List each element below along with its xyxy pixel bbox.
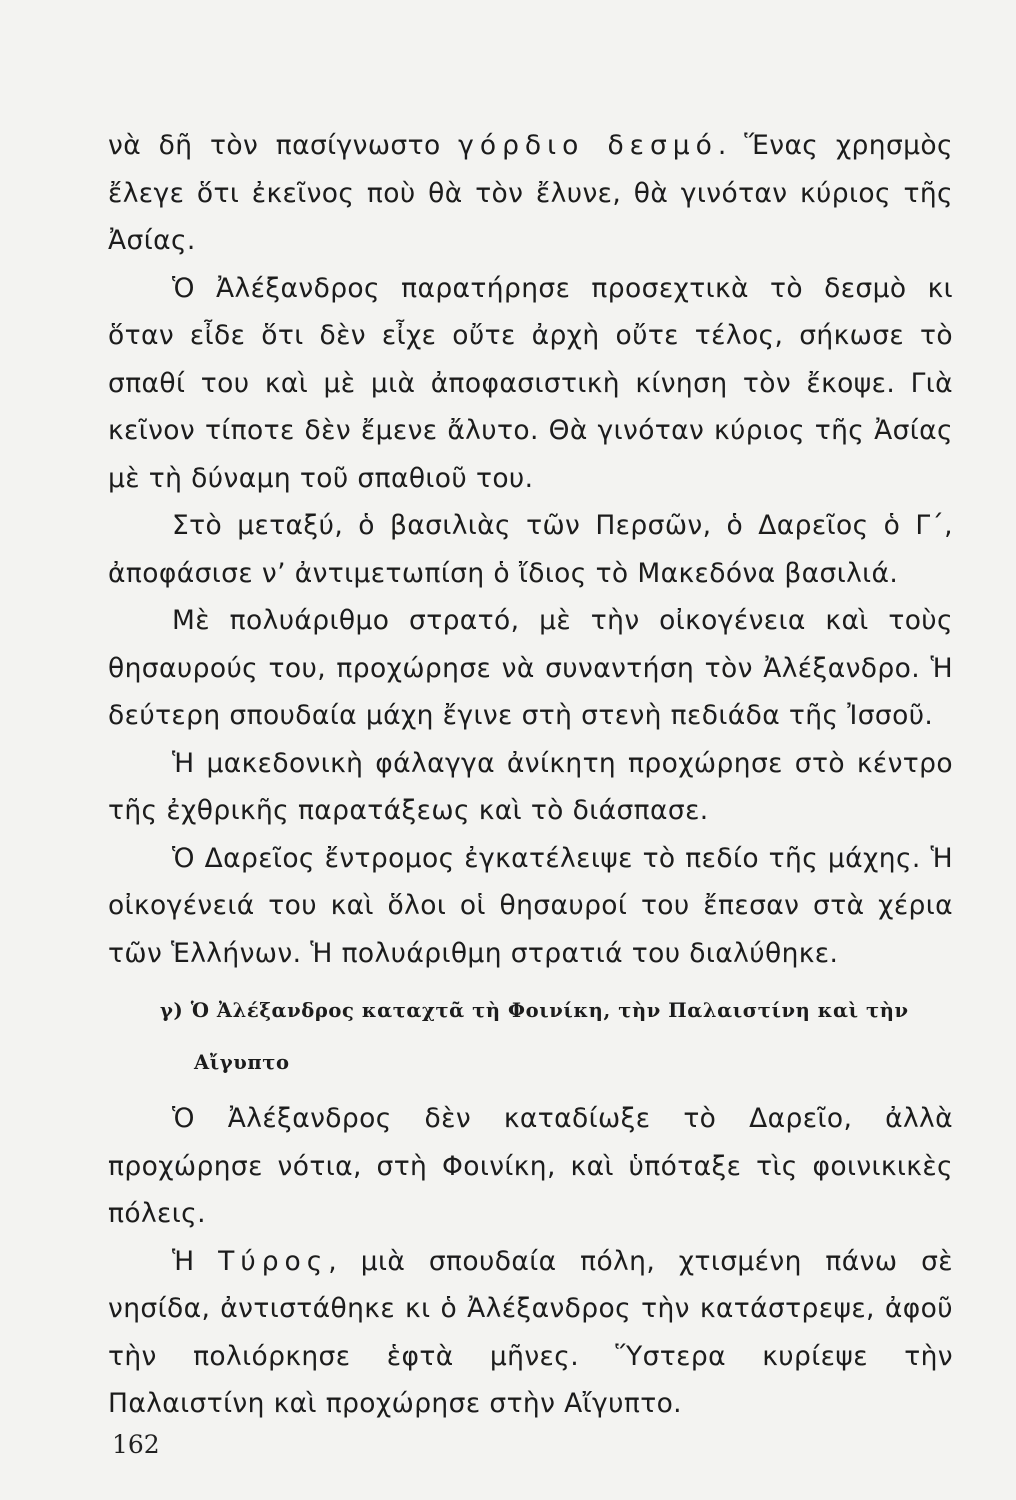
page-number: 162 bbox=[112, 1430, 160, 1459]
body-text bbox=[108, 122, 953, 1428]
section-heading bbox=[160, 985, 953, 1089]
paragraph: Ὁ Δαρεῖος ἔντρομος ἐγκατέλειψε τὸ πεδίο τῆς μάχης. Ἡ οἰκογένειά του καὶ ὅλοι οἱ θησαυροί του ἔπεσαν στὰ χέρια τῶν Ἑλλήνων. Ἡ πολυάριθμη στρατιά του διαλύθηκε. bbox=[108, 842, 953, 969]
paragraph-text: νὰ δῆ τὸν πασίγνωστο bbox=[108, 130, 459, 161]
paragraph-text: . Ἕνας χρησμὸς ἔλεγε ὅτι ἐκεῖνος ποὺ θὰ τὸν ἔλυνε, θὰ γινόταν κύριος τῆς Ἀσίας. bbox=[108, 130, 953, 256]
paragraph-text: Ἡ bbox=[172, 1245, 219, 1277]
paragraph: Στὸ μεταξύ, ὁ βασιλιὰς τῶν Περσῶν, ὁ Δαρεῖος ὁ Γ΄, ἀποφάσισε ν’ ἀντιμετωπίση ὁ ἴδιος τὸ Μακεδόνα βασιλιά. bbox=[108, 510, 953, 589]
paragraph: Ὁ Ἀλέξανδρος παρατήρησε προσεχτικὰ τὸ δεσμὸ κι ὅταν εἶδε ὅτι δὲν εἶχε οὔτε ἀρχὴ οὔτε τέλος, σήκωσε τὸ σπαθί του καὶ μὲ μιὰ ἀποφασιστικὴ κίνηση τὸν ἔκοψε. Γιὰ κεῖνον τίποτε δὲν ἔμενε ἄλυτο. Θὰ γινόταν κύριος τῆς Ἀσίας μὲ τὴ δύναμη τοῦ σπαθιοῦ του. bbox=[108, 272, 953, 494]
paragraph bbox=[108, 122, 953, 265]
paragraph-text: , μιὰ σπουδαία πόλη, χτισμένη πάνω σὲ νησίδα, ἀντιστάθηκε κι ὁ Ἀλέξανδρος τὴν κατάστρεψε, ἀφοῦ τὴν πολιόρκησε ἑφτὰ μῆνες. Ὕστερα κυρίεψε τὴν Παλαιστίνη καὶ προχώρησε στὴν Αἴγυπτο. bbox=[108, 1245, 953, 1419]
emphasized-term: Τύρος bbox=[218, 1245, 329, 1277]
emphasized-term: γόρδιο δεσμό bbox=[458, 130, 718, 161]
paragraph: Μὲ πολυάριθμο στρατό, μὲ τὴν οἰκογένεια καὶ τοὺς θησαυρούς του, προχώρησε νὰ συναντήση τὸν Ἀλέξανδρο. Ἡ δεύτερη σπουδαία μάχη ἔγινε στὴ στενὴ πεδιάδα τῆς Ἰσσοῦ. bbox=[108, 605, 953, 731]
section-heading-line: Αἴγυπτο bbox=[194, 1051, 290, 1074]
paragraph: Ὁ Ἀλέξανδρος δὲν καταδίωξε τὸ Δαρεῖο, ἀλλὰ προχώρησε νότια, στὴ Φοινίκη, καὶ ὑπόταξε τὶς φοινικικὲς πόλεις. bbox=[108, 1103, 953, 1229]
paragraph bbox=[108, 1238, 953, 1428]
section-heading-line: γ) Ὁ Ἀλέξανδρος καταχτᾶ τὴ Φοινίκη, τὴν Παλαιστίνη καὶ τὴν bbox=[160, 999, 909, 1022]
paragraph: Ἡ μακεδονικὴ φάλαγγα ἀνίκητη προχώρησε στὸ κέντρο τῆς ἐχθρικῆς παρατάξεως καὶ τὸ διάσπασε. bbox=[108, 747, 953, 826]
